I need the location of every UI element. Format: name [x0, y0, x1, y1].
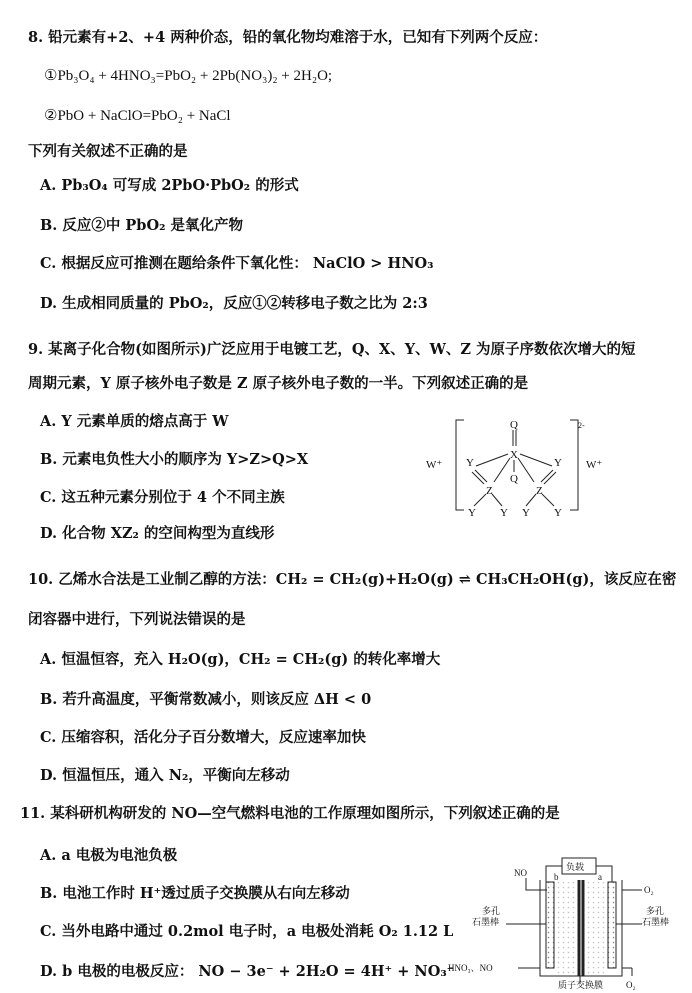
q9-atom-y-b4: Y: [554, 507, 562, 518]
q9-charge: 2-: [578, 421, 585, 430]
q10-option-c: C. 压缩容积，活化分子百分数增大，反应速率加快: [40, 729, 366, 746]
q9-atom-y-right: Y: [554, 457, 562, 469]
q9-option-b: B. 元素电负性大小的顺序为 Y>Z>Q>X: [40, 451, 309, 468]
q10-option-a: A. 恒温恒容，充入 H₂O(g)，CH₂ = CH₂(g) 的转化率增大: [40, 651, 441, 668]
q9-atom-y-b2: Y: [500, 507, 508, 518]
q10-option-b: B. 若升高温度，平衡常数减小，则该反应 ΔH < 0: [40, 691, 372, 708]
q11-o2-inlet: O₂: [644, 885, 654, 895]
q9-cation-left: W⁺: [426, 459, 443, 471]
q10-stem-line1: 10. 乙烯水合法是工业制乙醇的方法：CH₂ = CH₂(g)+H₂O(g) ⇌ CH₃CH₂OH(g)，该反应在密: [28, 571, 677, 588]
q8-option-a: A. Pb₃O₄ 可写成 2PbO·PbO₂ 的形式: [40, 177, 299, 194]
q9-atom-q-bottom: Q: [510, 473, 518, 485]
q11-option-c: C. 当外电路中通过 0.2mol 电子时，a 电极处消耗 O₂ 1.12 L: [40, 923, 454, 940]
q9-option-d: D. 化合物 XZ₂ 的空间构型为直线形: [40, 525, 275, 542]
q10-option-d: D. 恒温恒压，通入 N₂，平衡向左移动: [40, 767, 290, 784]
q9-cation-right: W⁺: [586, 459, 603, 471]
q11-fuel-cell-figure: [446, 850, 676, 990]
q9-atom-y-b1: Y: [468, 507, 476, 518]
q9-structure-figure: [420, 412, 616, 518]
q9-atom-q-top: Q: [510, 419, 518, 431]
q11-membrane-label: 质子交换膜: [558, 980, 604, 990]
q11-electrode-b: b: [554, 872, 559, 882]
q8-option-d: D. 生成相同质量的 PbO₂，反应①②转移电子数之比为 2:3: [40, 295, 428, 312]
q11-no-inlet: NO: [514, 868, 527, 878]
q10-stem-line2: 闭容器中进行，下列说法错误的是: [28, 611, 246, 628]
q9-atom-y-b3: Y: [522, 507, 530, 518]
q11-electrode-a: a: [598, 872, 602, 882]
q11-right-rod-label: 多孔石墨棒: [642, 906, 670, 927]
q8-reaction-1: ①Pb₃O₄ + 4HNO₃=PbO₂ + 2Pb(NO₃)₂ + 2H₂O;: [44, 68, 333, 84]
q9-atom-z-left: Z: [486, 485, 493, 497]
q11-option-b: B. 电池工作时 H⁺透过质子交换膜从右向左移动: [40, 885, 350, 902]
q9-atom-x: X: [510, 449, 518, 461]
q11-stem: 11. 某科研机构研发的 NO—空气燃料电池的工作原理如图所示，下列叙述正确的是: [20, 805, 560, 822]
q8-reaction-2: ②PbO + NaClO=PbO₂ + NaCl: [44, 108, 231, 124]
q9-stem-line2: 周期元素，Y 原子核外电子数是 Z 原子核外电子数的一半。下列叙述正确的是: [28, 375, 529, 392]
q9-stem-line1: 9. 某离子化合物(如图所示)广泛应用于电镀工艺，Q、X、Y、W、Z 为原子序数依次增大的短: [28, 341, 636, 358]
q11-right-outlet: O₂: [626, 980, 636, 990]
q9-option-c: C. 这五种元素分别位于 4 个不同主族: [40, 489, 285, 506]
q9-atom-y-left: Y: [466, 457, 474, 469]
q9-option-a: A. Y 元素单质的熔点高于 W: [40, 413, 229, 430]
q8-prompt: 下列有关叙述不正确的是: [28, 143, 188, 160]
q9-atom-z-right: Z: [536, 485, 543, 497]
q8-option-b: B. 反应②中 PbO₂ 是氧化产物: [40, 217, 243, 234]
q11-option-a: A. a 电极为电池负极: [40, 847, 178, 864]
q11-left-outlet: HNO₃、NO: [448, 963, 493, 973]
q8-option-c: C. 根据反应可推测在题给条件下氧化性： NaClO > HNO₃: [40, 255, 434, 272]
q8-stem: 8. 铅元素有+2、+4 两种价态，铅的氧化物均难溶于水，已知有下列两个反应：: [28, 29, 548, 46]
q11-load-label: 负载: [566, 862, 585, 872]
q11-left-rod-label: 多孔石墨棒: [472, 906, 501, 927]
q11-option-d: D. b 电极的电极反应： NO − 3e⁻ + 2H₂O = 4H⁺ + NO₃⁻: [40, 963, 455, 980]
